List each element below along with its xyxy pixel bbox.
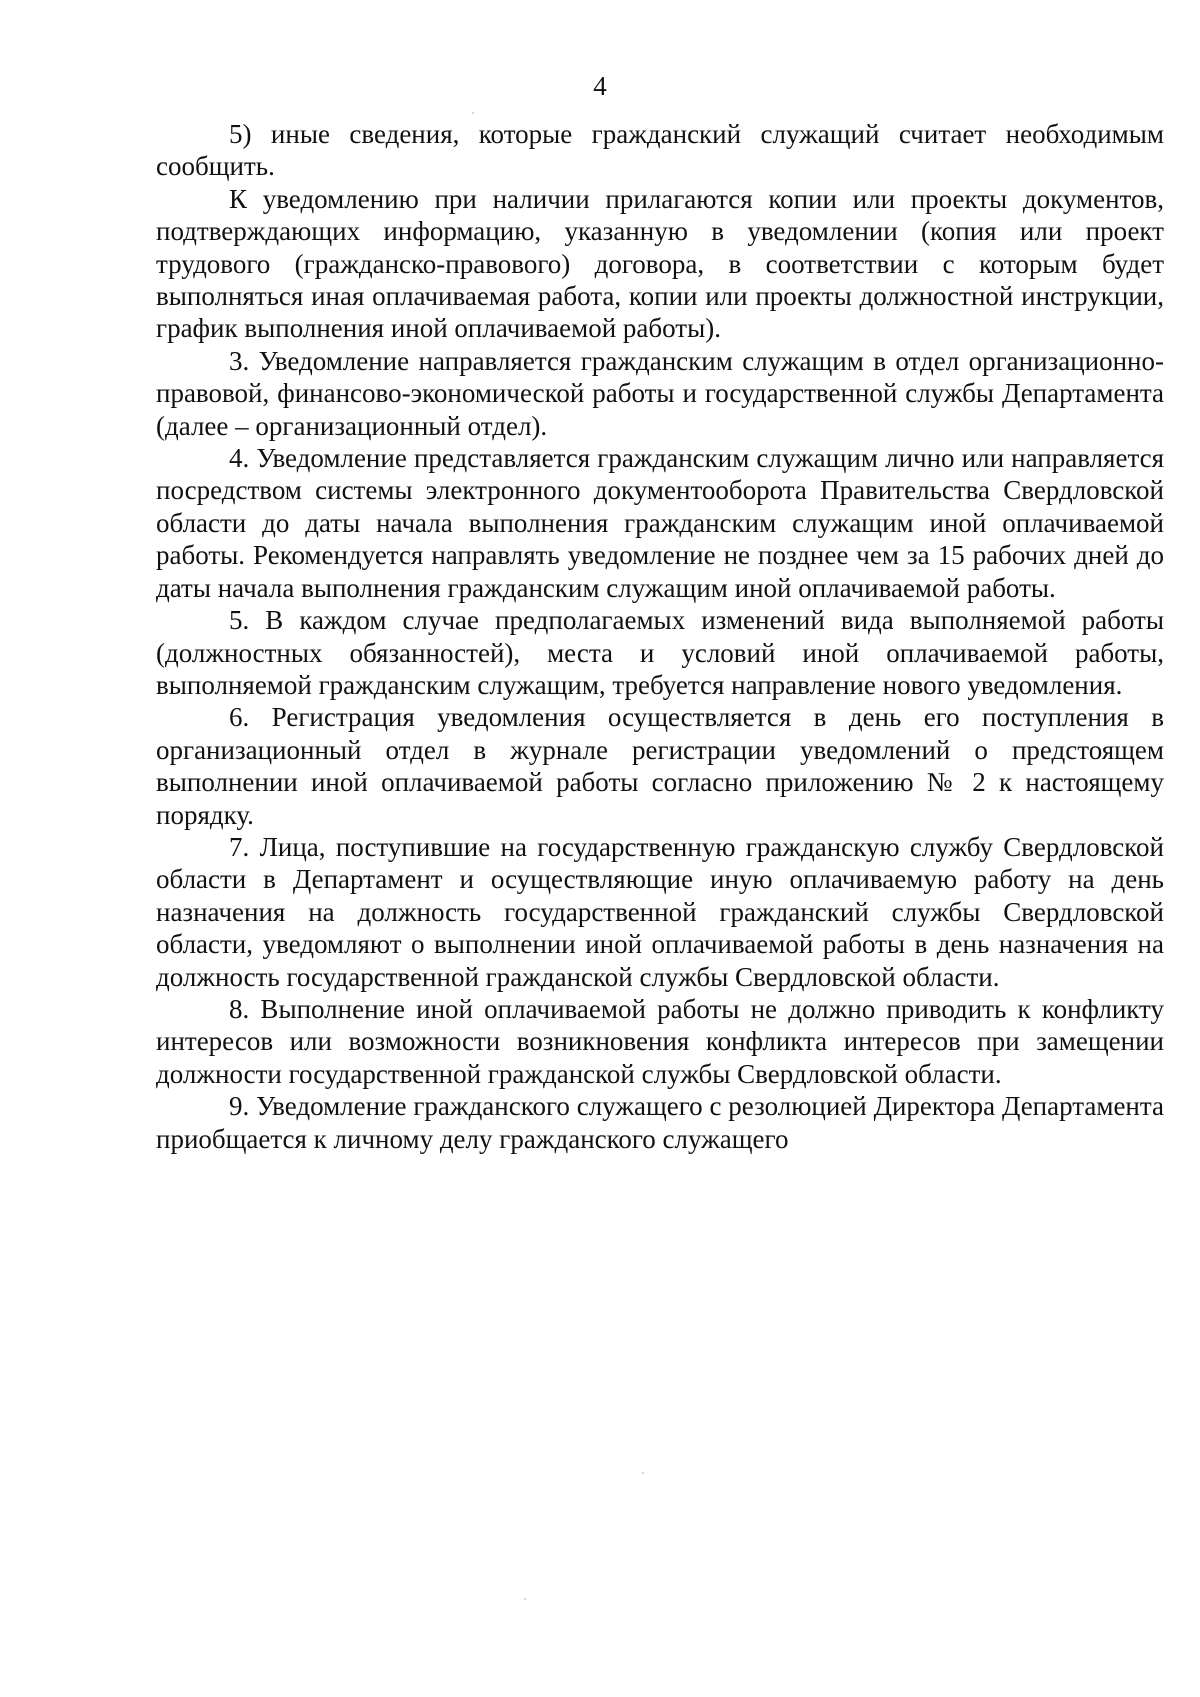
paragraph-6-registration: 6. Регистрация уведомления осуществляется в день его поступления в организационный отдел в журнале регистрации уведомлений о предстоящем выполнении иной оплачиваемой работы согласно приложению № 2 к настоящему порядку.: [156, 702, 1164, 830]
paragraph-item-5-other-info: 5) иные сведения, которые гражданский служащий считает необходимым сообщить.: [156, 119, 1164, 182]
scan-speck: [642, 1472, 644, 1474]
paragraph-3-notification-sent: 3. Уведомление направляется гражданским служащим в отдел организационно-правовой, финансово-экономической работы и государственной службы Департамента (далее – организационный отдел).: [156, 345, 1164, 441]
paragraph-7-new-employees: 7. Лица, поступившие на государственную гражданскую службу Свердловской области в Департамент и осуществляющие иную оплачиваемую работу на день назначения на должность государственной гражданский службы Свердловской области, уведомляют о выполнении иной оплачиваемой работы в день назначения на должность государственной гражданской службы Свердловской области.: [156, 831, 1164, 992]
page-number: 4: [593, 71, 607, 101]
paragraph-attachments: К уведомлению при наличии прилагаются копии или проекты документов, подтверждающих информацию, указанную в уведомлении (копия или проект трудового (гражданско-правового) договора, в соответствии с которым будет выполняться иная оплачиваемая работа, копии или проекты должностной инструкции, график выполнения иной оплачиваемой работы).: [156, 183, 1164, 344]
paragraph-4-notification-submitted: 4. Уведомление представляется гражданским служащим лично или направляется посредством системы электронного документооборота Правительства Свердловской области до даты начала выполнения гражданским служащим иной оплачиваемой работы. Рекомендуется направлять уведомление не позднее чем за 15 рабочих дней до даты начала выполнения гражданским служащим иной оплачиваемой работы.: [156, 443, 1164, 603]
scan-speck: [524, 1598, 526, 1600]
scan-speck: [472, 112, 474, 114]
paragraph-8-conflict-of-interest: 8. Выполнение иной оплачиваемой работы не должно приводить к конфликту интересов или возможности возникновения конфликта интересов при замещении должности государственной гражданской службы Свердловской области.: [156, 993, 1164, 1089]
document-body: [156, 118, 1164, 1155]
paragraph-5-changes-new-notification: 5. В каждом случае предполагаемых изменений вида выполняемой работы (должностных обязанностей), места и условий иной оплачиваемой работы, выполняемой гражданским служащим, требуется направление нового уведомления.: [156, 605, 1164, 700]
paragraph-9-personal-file: 9. Уведомление гражданского служащего с резолюцией Директора Департамента приобщается к личному делу гражданского служащего: [156, 1091, 1164, 1154]
